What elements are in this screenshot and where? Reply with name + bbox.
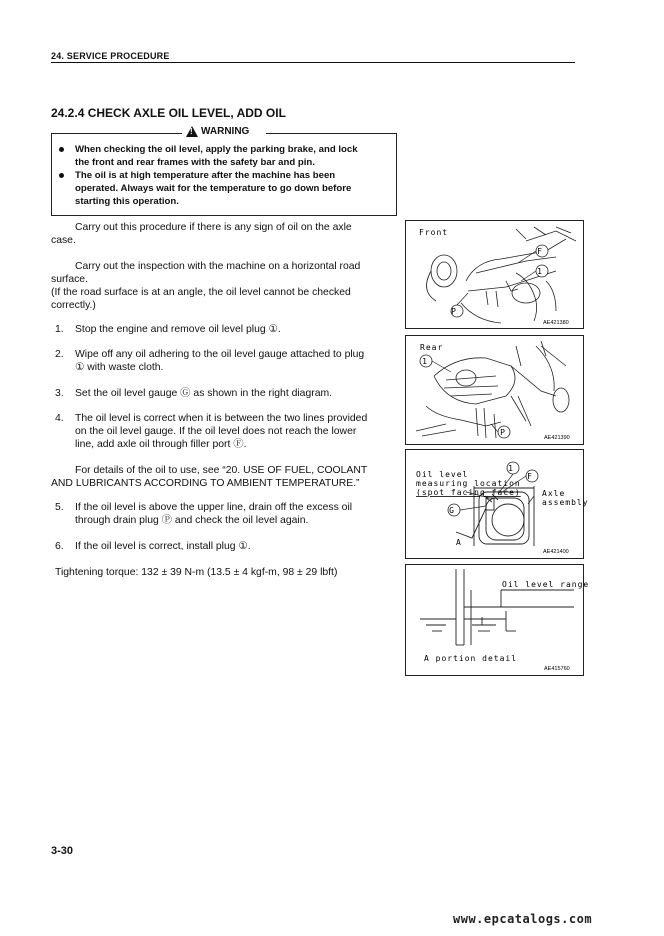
text-line: Wipe off any oil adhering to the oil level gauge attached to plug	[75, 349, 365, 360]
text-line: correctly.)	[51, 300, 96, 311]
text-line: If the oil level is correct, install plug ①.	[75, 541, 251, 552]
step-text	[75, 540, 251, 553]
figure-label: Rear	[420, 343, 444, 352]
text-line: surface.	[51, 274, 88, 285]
warning-line: starting this operation.	[75, 196, 179, 207]
figure-code: AE421390	[544, 435, 570, 441]
text-line: Stop the engine and remove oil level plug ①.	[75, 324, 281, 335]
callout-f: F	[537, 247, 543, 256]
figure-label: Front	[419, 228, 449, 237]
warning-line: the front and rear frames with the safety bar and pin.	[75, 157, 315, 168]
step-text	[75, 323, 281, 336]
warning-line: operated. Always wait for the temperature to go down before	[75, 183, 352, 194]
callout-1: 1	[422, 357, 428, 366]
warning-rule-left	[51, 133, 182, 134]
text-line: If the oil level is above the upper line, drain off the excess oil	[75, 502, 353, 513]
front-axle-drawing	[406, 221, 583, 328]
figure-rear	[405, 335, 584, 445]
figure-portion-detail	[405, 564, 590, 676]
page-number: 3-30	[51, 845, 74, 857]
a-label: A	[456, 538, 462, 547]
step-text	[75, 387, 332, 400]
intro-para-1	[51, 221, 352, 247]
callout-g: G	[449, 506, 455, 515]
warning-line: The oil is at high temperature after the machine has been	[75, 170, 336, 181]
figure-code: AE421380	[543, 320, 569, 326]
warning-line: When checking the oil level, apply the parking brake, and lock	[75, 144, 358, 155]
step-number: 3.	[55, 388, 64, 399]
warning-title	[186, 126, 249, 137]
step-number: 4.	[55, 413, 64, 424]
step-text	[75, 348, 364, 374]
measuring-location-drawing	[406, 450, 589, 558]
axle-label-line: Axle	[542, 489, 566, 498]
footer-url-link[interactable]: www.epcatalogs.com	[453, 912, 593, 926]
bullet-icon	[59, 173, 64, 178]
warning-title-text: WARNING	[201, 126, 250, 137]
callout-f: F	[527, 472, 533, 481]
figure-code: AE421400	[543, 549, 569, 555]
measuring-label-line: (spot facing face)	[416, 488, 521, 497]
callout-p: P	[500, 428, 506, 437]
callout-1: 1	[537, 267, 543, 276]
tightening-torque: Tightening torque: 132 ± 39 N-m (13.5 ± 4 kgf-m, 98 ± 29 lbft)	[55, 567, 338, 578]
text-line: AND LUBRICANTS ACCORDING TO AMBIENT TEMPERATURE.”	[51, 478, 360, 489]
step-text	[75, 412, 367, 451]
portion-detail-label: A portion detail	[424, 654, 518, 663]
figure-code: AE415760	[544, 666, 570, 672]
rear-axle-drawing	[406, 336, 583, 444]
text-line: Set the oil level gauge Ⓖ as shown in the right diagram.	[75, 388, 333, 399]
text-line: Carry out this procedure if there is any sign of oil on the axle	[75, 222, 352, 233]
text-line: Carry out the inspection with the machine on a horizontal road	[75, 261, 361, 272]
header-rule	[51, 62, 575, 63]
step-number: 2.	[55, 349, 64, 360]
bullet-icon	[59, 147, 64, 152]
running-header: 24. SERVICE PROCEDURE	[51, 51, 170, 61]
text-line: (If the road surface is at an angle, the oil level cannot be checked	[51, 287, 351, 298]
measuring-label-line: measuring location	[416, 479, 521, 488]
step-number: 5.	[55, 502, 64, 513]
step-text	[75, 501, 352, 527]
warning-triangle-icon	[186, 126, 198, 137]
step-number: 1.	[55, 324, 64, 335]
axle-label-line: assembly	[542, 498, 589, 507]
text-line: For details of the oil to use, see “20. USE OF FUEL, COOLANT	[75, 465, 368, 476]
measuring-label-line: Oil level	[416, 470, 469, 479]
text-line: The oil level is correct when it is between the two lines provided	[75, 413, 368, 424]
figure-measuring-location	[405, 449, 589, 559]
figure-front	[405, 220, 584, 329]
text-line: line, add axle oil through filler port Ⓕ.	[75, 439, 247, 450]
text-line: on the oil level gauge. If the oil level does not reach the lower	[75, 426, 357, 437]
text-line: through drain plug Ⓟ and check the oil level again.	[75, 515, 309, 526]
text-line: case.	[51, 235, 76, 246]
intro-para-2	[51, 260, 361, 312]
warning-item	[75, 169, 393, 208]
warning-rule-right	[266, 133, 396, 134]
step-number: 6.	[55, 541, 64, 552]
callout-p: P	[451, 307, 457, 316]
callout-1: 1	[508, 464, 514, 473]
portion-detail-drawing	[406, 565, 590, 675]
section-title: 24.2.4 CHECK AXLE OIL LEVEL, ADD OIL	[51, 106, 286, 120]
oil-level-range-label: Oil level range	[502, 580, 590, 589]
details-para	[51, 464, 368, 490]
warning-item	[75, 143, 393, 169]
text-line: ① with waste cloth.	[75, 362, 164, 373]
